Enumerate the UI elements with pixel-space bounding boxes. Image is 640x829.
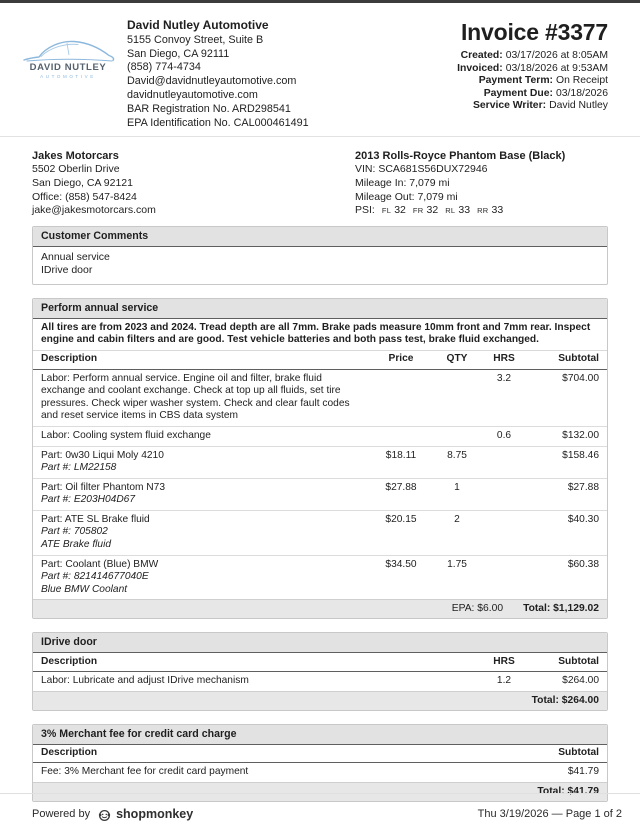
column-header-row bbox=[33, 653, 607, 672]
cell-qty: 2 bbox=[454, 513, 460, 525]
company-logo bbox=[18, 35, 118, 79]
shopmonkey-logo-icon bbox=[98, 809, 111, 822]
section-total-row bbox=[33, 599, 607, 618]
invoice-title: Invoice #3377 bbox=[460, 19, 608, 45]
company-info-line: EPA Identification No. CAL000461491 bbox=[127, 116, 309, 129]
item-part-number: Part #: 705802 bbox=[41, 526, 108, 538]
cell-description bbox=[41, 373, 369, 423]
psi-position-label: FL bbox=[381, 206, 392, 216]
cell-subtotal: $132.00 bbox=[562, 429, 599, 441]
line-item-row bbox=[33, 478, 607, 510]
section-rows bbox=[33, 763, 607, 782]
invoice-field-value: David Nutley bbox=[549, 100, 608, 112]
column-header-qty: QTY bbox=[446, 353, 468, 365]
invoice-field bbox=[457, 50, 608, 63]
column-header-subtotal: Subtotal bbox=[558, 747, 599, 759]
cell-hrs: 3.2 bbox=[496, 372, 512, 384]
invoice-field-value: 03/17/2026 at 8:05AM bbox=[505, 50, 608, 61]
cell-hrs bbox=[481, 450, 527, 475]
cell-subtotal: $60.38 bbox=[567, 558, 599, 570]
line-item-row bbox=[33, 446, 607, 478]
cell-qty bbox=[433, 430, 481, 443]
cell-price bbox=[369, 373, 433, 423]
line-item-row bbox=[33, 763, 607, 782]
item-description: Labor: Cooling system fluid exchange bbox=[41, 429, 211, 441]
section-rows bbox=[33, 672, 607, 691]
item-description: Part: ATE SL Brake fluid bbox=[41, 513, 150, 525]
cell-subtotal: $704.00 bbox=[562, 372, 599, 384]
column-header-row bbox=[33, 351, 607, 370]
cell-qty: 1.75 bbox=[447, 558, 467, 570]
column-header-price: Price bbox=[388, 353, 414, 365]
customer-line: jake@jakesmotorcars.com bbox=[32, 204, 156, 217]
cell-hrs: 1.2 bbox=[496, 675, 512, 687]
customer-line: Office: (858) 547-8424 bbox=[32, 190, 137, 203]
invoice-header bbox=[0, 3, 640, 136]
item-part-number: ATE Brake fluid bbox=[41, 539, 112, 551]
item-description: Labor: Lubricate and adjust IDrive mechanism bbox=[41, 675, 249, 687]
comment-line: IDrive door bbox=[41, 264, 93, 277]
comment-line: Annual service bbox=[41, 250, 110, 263]
invoice-field-label: Payment Term: bbox=[478, 75, 554, 87]
invoice-field-label: Payment Due: bbox=[483, 87, 553, 99]
company-info-line: davidnutleyautomotive.com bbox=[127, 88, 258, 101]
vehicle-block bbox=[355, 149, 608, 217]
section-title: Perform annual service bbox=[33, 299, 607, 319]
invoice-field-value: 03/18/2026 bbox=[555, 87, 608, 99]
cell-subtotal: $40.30 bbox=[567, 513, 599, 525]
shopmonkey-brand: shopmonkey bbox=[116, 807, 194, 821]
powered-by-label: Powered by bbox=[32, 808, 91, 820]
company-name: David Nutley Automotive bbox=[127, 18, 269, 32]
cell-description bbox=[41, 430, 369, 443]
section-note: All tires are from 2023 and 2024. Tread depth are all 7mm. Brake pads measure 10mm front and 7mm rear. Inspect engine and cabin filters and are good. Test vehicle batteries and both pass test, brake fluid exchanged. bbox=[33, 319, 607, 351]
line-item-row bbox=[33, 555, 607, 600]
psi-position-label: RL bbox=[445, 206, 456, 216]
cell-price bbox=[369, 430, 433, 443]
line-item-row bbox=[33, 510, 607, 555]
cell-description bbox=[41, 766, 527, 779]
column-header-subtotal: Subtotal bbox=[558, 655, 599, 667]
psi-reading bbox=[445, 204, 470, 216]
item-description: Part: 0w30 Liqui Moly 4210 bbox=[41, 449, 164, 461]
cell-hrs bbox=[481, 482, 527, 507]
company-info-line: 5155 Convoy Street, Suite B bbox=[127, 33, 264, 46]
invoice-field bbox=[457, 88, 608, 101]
service-section bbox=[32, 724, 608, 802]
logo-subtitle: AUTOMOTIVE bbox=[40, 74, 96, 79]
service-section bbox=[32, 632, 608, 710]
cell-description bbox=[41, 514, 369, 552]
line-item-row bbox=[33, 370, 607, 426]
psi-value: 32 bbox=[426, 204, 439, 217]
column-header-hrs: HRS bbox=[493, 353, 515, 365]
item-part-number: Part #: LM22158 bbox=[41, 462, 117, 474]
customer-block bbox=[32, 149, 355, 217]
company-info-line: San Diego, CA 92111 bbox=[127, 47, 230, 60]
column-header-description: Description bbox=[41, 747, 98, 759]
vehicle-vin: VIN: SCA681S56DUX72946 bbox=[355, 163, 488, 176]
item-description: Part: Oil filter Phantom N73 bbox=[41, 481, 165, 493]
cell-hrs bbox=[481, 559, 527, 597]
vehicle-title: 2013 Rolls-Royce Phantom Base (Black) bbox=[355, 150, 566, 163]
psi-position-label: RR bbox=[477, 206, 489, 216]
section-rows bbox=[33, 370, 607, 600]
cell-price: $27.88 bbox=[385, 481, 417, 493]
cell-price: $20.15 bbox=[385, 513, 417, 525]
invoice-field-value: 03/18/2026 at 9:53AM bbox=[505, 62, 608, 74]
cell-description bbox=[41, 675, 481, 688]
cell-description bbox=[41, 559, 369, 597]
psi-reading bbox=[382, 204, 406, 216]
cell-subtotal: $41.79 bbox=[567, 766, 599, 778]
item-part-number: Part #: E203H04D67 bbox=[41, 494, 136, 506]
section-title: IDrive door bbox=[33, 633, 607, 653]
psi-values bbox=[375, 204, 503, 216]
psi-position-label: FR bbox=[412, 206, 424, 216]
cell-qty: 1 bbox=[454, 481, 460, 493]
invoice-field bbox=[457, 75, 608, 88]
item-description: Labor: Perform annual service. Engine oil and filter, brake fluid exchange and coolant exchange. Check at top up all fluids, set tire pressures. Check wiper washer system. Check and clear fault codes and reset service items in CBS data system bbox=[41, 372, 350, 422]
item-part-number: Blue BMW Coolant bbox=[41, 583, 128, 595]
psi-label: PSI: bbox=[355, 204, 375, 217]
cell-qty: 8.75 bbox=[447, 449, 467, 461]
cell-hrs bbox=[481, 514, 527, 552]
cell-qty bbox=[433, 373, 481, 423]
section-total: Total: $264.00 bbox=[531, 694, 599, 706]
cell-description bbox=[41, 482, 369, 507]
page-footer bbox=[0, 793, 640, 821]
section-total: Total: $1,129.02 bbox=[523, 603, 599, 615]
column-header-hrs: HRS bbox=[493, 655, 515, 667]
invoice-field bbox=[457, 100, 608, 113]
cell-subtotal: $27.88 bbox=[567, 481, 599, 493]
footer-date-page: Thu 3/19/2026 — Page 1 of 2 bbox=[477, 808, 622, 820]
invoice-field bbox=[457, 63, 608, 76]
customer-vehicle-row bbox=[0, 137, 640, 225]
invoice-field-label: Invoiced: bbox=[457, 62, 503, 74]
item-part-number: Part #: 821414677040E bbox=[41, 571, 149, 583]
section-total: Total: $41.79 bbox=[537, 785, 599, 797]
psi-value: 33 bbox=[458, 204, 471, 217]
section-total-row bbox=[33, 691, 607, 710]
customer-lines bbox=[32, 163, 355, 217]
epa-fee: EPA: $6.00 bbox=[451, 603, 504, 615]
invoice-meta bbox=[457, 19, 608, 113]
line-item-row bbox=[33, 672, 607, 691]
company-info-line: David@davidnutleyautomotive.com bbox=[127, 75, 297, 88]
psi-value: 33 bbox=[491, 204, 504, 217]
item-description: Fee: 3% Merchant fee for credit card payment bbox=[41, 766, 249, 778]
column-header-description: Description bbox=[41, 655, 98, 667]
invoice-fields bbox=[457, 50, 608, 113]
cell-price: $18.11 bbox=[385, 449, 417, 461]
vehicle-mileage-in: Mileage In: 7,079 mi bbox=[355, 176, 450, 189]
customer-line: 5502 Oberlin Drive bbox=[32, 163, 120, 176]
column-header-description: Description bbox=[41, 353, 98, 365]
customer-line: San Diego, CA 92121 bbox=[32, 176, 133, 189]
psi-reading bbox=[413, 204, 438, 216]
comments-body bbox=[33, 247, 607, 284]
invoice-field-label: Created: bbox=[460, 50, 503, 61]
comments-title: Customer Comments bbox=[33, 227, 607, 247]
item-description: Part: Coolant (Blue) BMW bbox=[41, 558, 159, 570]
section-title: 3% Merchant fee for credit card charge bbox=[33, 725, 607, 745]
service-section bbox=[32, 298, 608, 620]
logo-wordmark: DAVID NUTLEY bbox=[29, 62, 107, 73]
customer-comments-section bbox=[32, 226, 608, 285]
company-info bbox=[127, 19, 309, 130]
cell-description bbox=[41, 450, 369, 475]
company-info-line: (858) 774-4734 bbox=[127, 61, 201, 74]
service-sections bbox=[0, 298, 640, 802]
invoice-field-value: On Receipt bbox=[556, 75, 608, 87]
psi-value: 32 bbox=[394, 204, 406, 217]
cell-subtotal: $158.46 bbox=[562, 449, 599, 461]
cell-hrs: 0.6 bbox=[496, 429, 512, 441]
invoice-field-label: Service Writer: bbox=[472, 100, 547, 112]
line-item-row bbox=[33, 426, 607, 446]
column-header-row bbox=[33, 745, 607, 764]
psi-reading bbox=[477, 204, 503, 216]
column-header-subtotal: Subtotal bbox=[558, 353, 599, 365]
vehicle-psi-line bbox=[355, 204, 608, 218]
cell-price: $34.50 bbox=[385, 558, 417, 570]
cell-subtotal: $264.00 bbox=[562, 675, 599, 687]
company-info-line: BAR Registration No. ARD298541 bbox=[127, 102, 291, 115]
company-info-lines bbox=[127, 34, 309, 131]
customer-name: Jakes Motorcars bbox=[32, 150, 119, 163]
vehicle-mileage-out: Mileage Out: 7,079 mi bbox=[355, 190, 458, 203]
